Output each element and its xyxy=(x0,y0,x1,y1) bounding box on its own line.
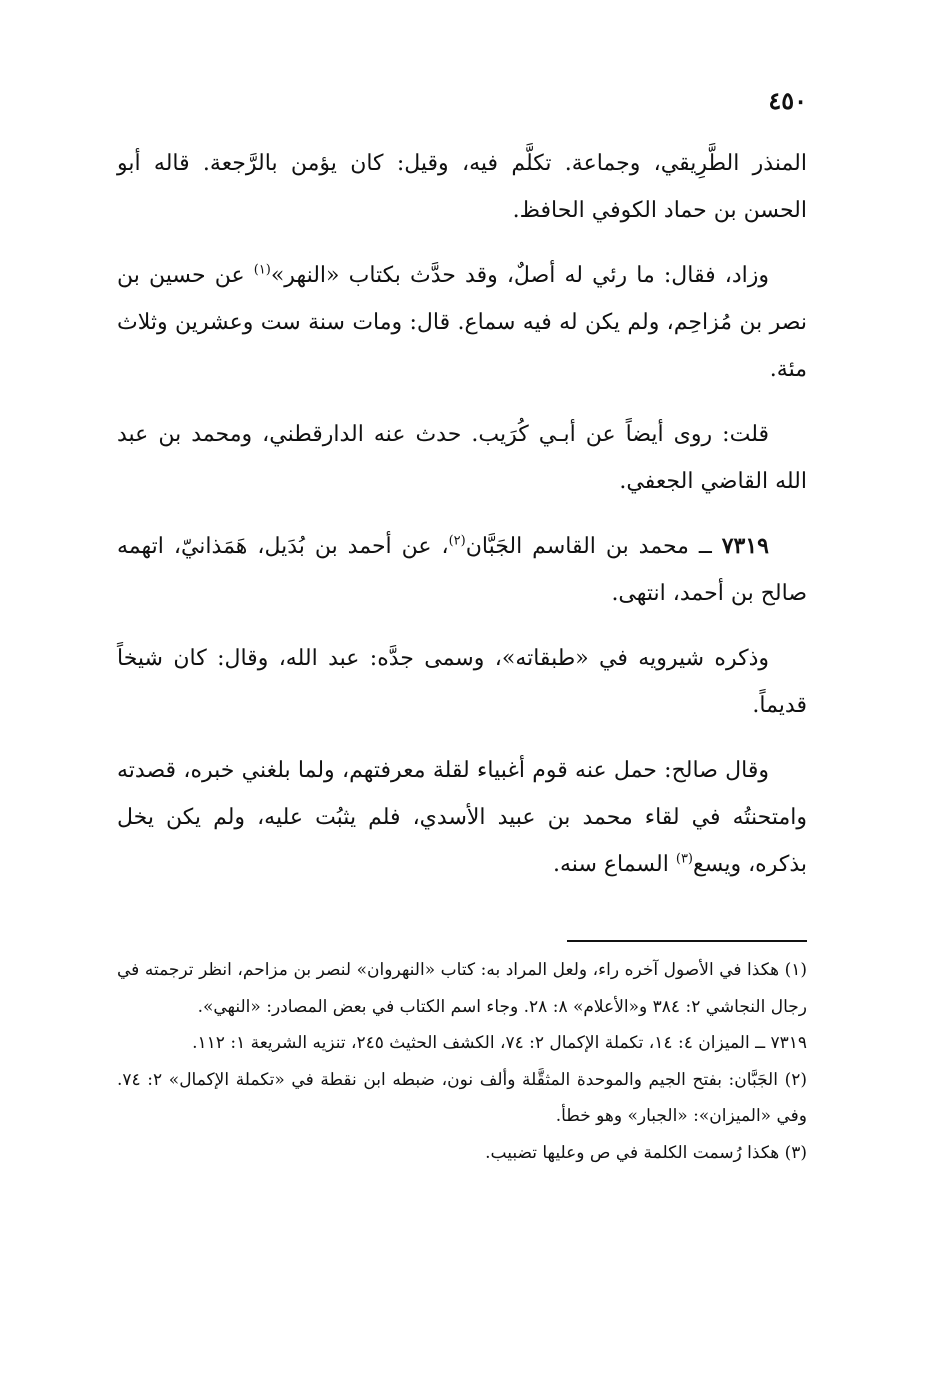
paragraph-6 xyxy=(117,747,807,888)
paragraph-6-text-a: وقال صالح: حمل عنه قوم أغبياء لقلة معرفتهم، ولما بلغني خبره، قصدته وامتحنتُه في لقاء محمد بن عبيد الأسدي، فلم يثبُت عليه، ولم يكن يخل بذكره، ويسع xyxy=(117,758,807,877)
entry-text-b: ، عن أحمد بن بُدَيل، هَمَذانيّ، اتهمه صالح بن أحمد، انتهى. xyxy=(117,534,807,606)
entry-number: ٧٣١٩ xyxy=(721,533,769,559)
paragraph-2-text-a: وزاد، فقال: ما رئي له أصلٌ، وقد حدَّث بكتاب «النهر» xyxy=(270,263,770,288)
footnote-2: (٢) الجَبَّان: بفتح الجيم والموحدة المثقَّلة وألف نون، ضبطه ابن نقطة في «تكملة الإكمال» ٢: ٧٤. وفي «الميزان»: «الجبار» وهو خطأ. xyxy=(117,1069,807,1126)
entry-7319 xyxy=(117,523,807,617)
paragraph-6-text-b: السماع سنه. xyxy=(553,852,676,877)
footnote-3: (٣) هكذا رُسمت الكلمة في ص وعليها تضبيب. xyxy=(485,1142,807,1163)
paragraph-5: وذكره شيرويه في «طبقاته»، وسمى جدَّه: عبد الله، وقال: كان شيخاً قديماً. xyxy=(117,646,807,718)
paragraph-3: قلت: روى أيضاً عن أبـي كُرَيب. حدث عنه الدارقطني، ومحمد بن عبد الله القاضي الجعفي. xyxy=(117,422,807,494)
footnotes xyxy=(117,952,807,1171)
footnote-1: (١) هكذا في الأصول آخره راء، ولعل المراد به: كتاب «النهروان» لنصر بن مزاحم، انظر ترجمته في رجال النجاشي ٢: ٣٨٤ و«الأعلام» ٨: ٢٨. وجاء اسم الكتاب في بعض المصادر: «النهي». xyxy=(117,960,807,1017)
paragraph-2 xyxy=(117,252,807,393)
footnote-entry-sources: ٧٣١٩ ــ الميزان ٤: ١٤، تكملة الإكمال ٢: ٧٤، الكشف الحثيث ٢٤٥، تنزيه الشريعة ١: ١١٢. xyxy=(192,1033,807,1053)
page-number: ٤٥٠ xyxy=(768,86,807,115)
paragraph-2-text-b: عن حسين بن نصر بن مُزاحِم، ولم يكن له فيه سماع. قال: ومات سنة ست وعشرين وثلاث مئة. xyxy=(117,263,807,382)
main-text xyxy=(117,140,807,888)
footnote-ref-3: (٣) xyxy=(675,851,693,867)
footnote-divider xyxy=(567,940,807,942)
entry-text-a: ــ محمد بن القاسم الجَبَّان xyxy=(465,534,722,559)
footnote-ref-2: (٢) xyxy=(448,533,466,549)
footnote-ref-1: (١) xyxy=(253,262,271,278)
paragraph-1: المنذر الطَّرِيقي، وجماعة. تكلَّم فيه، وقيل: كان يؤمن بالرَّجعة. قاله أبو الحسن بن حماد الكوفي الحافظ. xyxy=(117,151,807,223)
